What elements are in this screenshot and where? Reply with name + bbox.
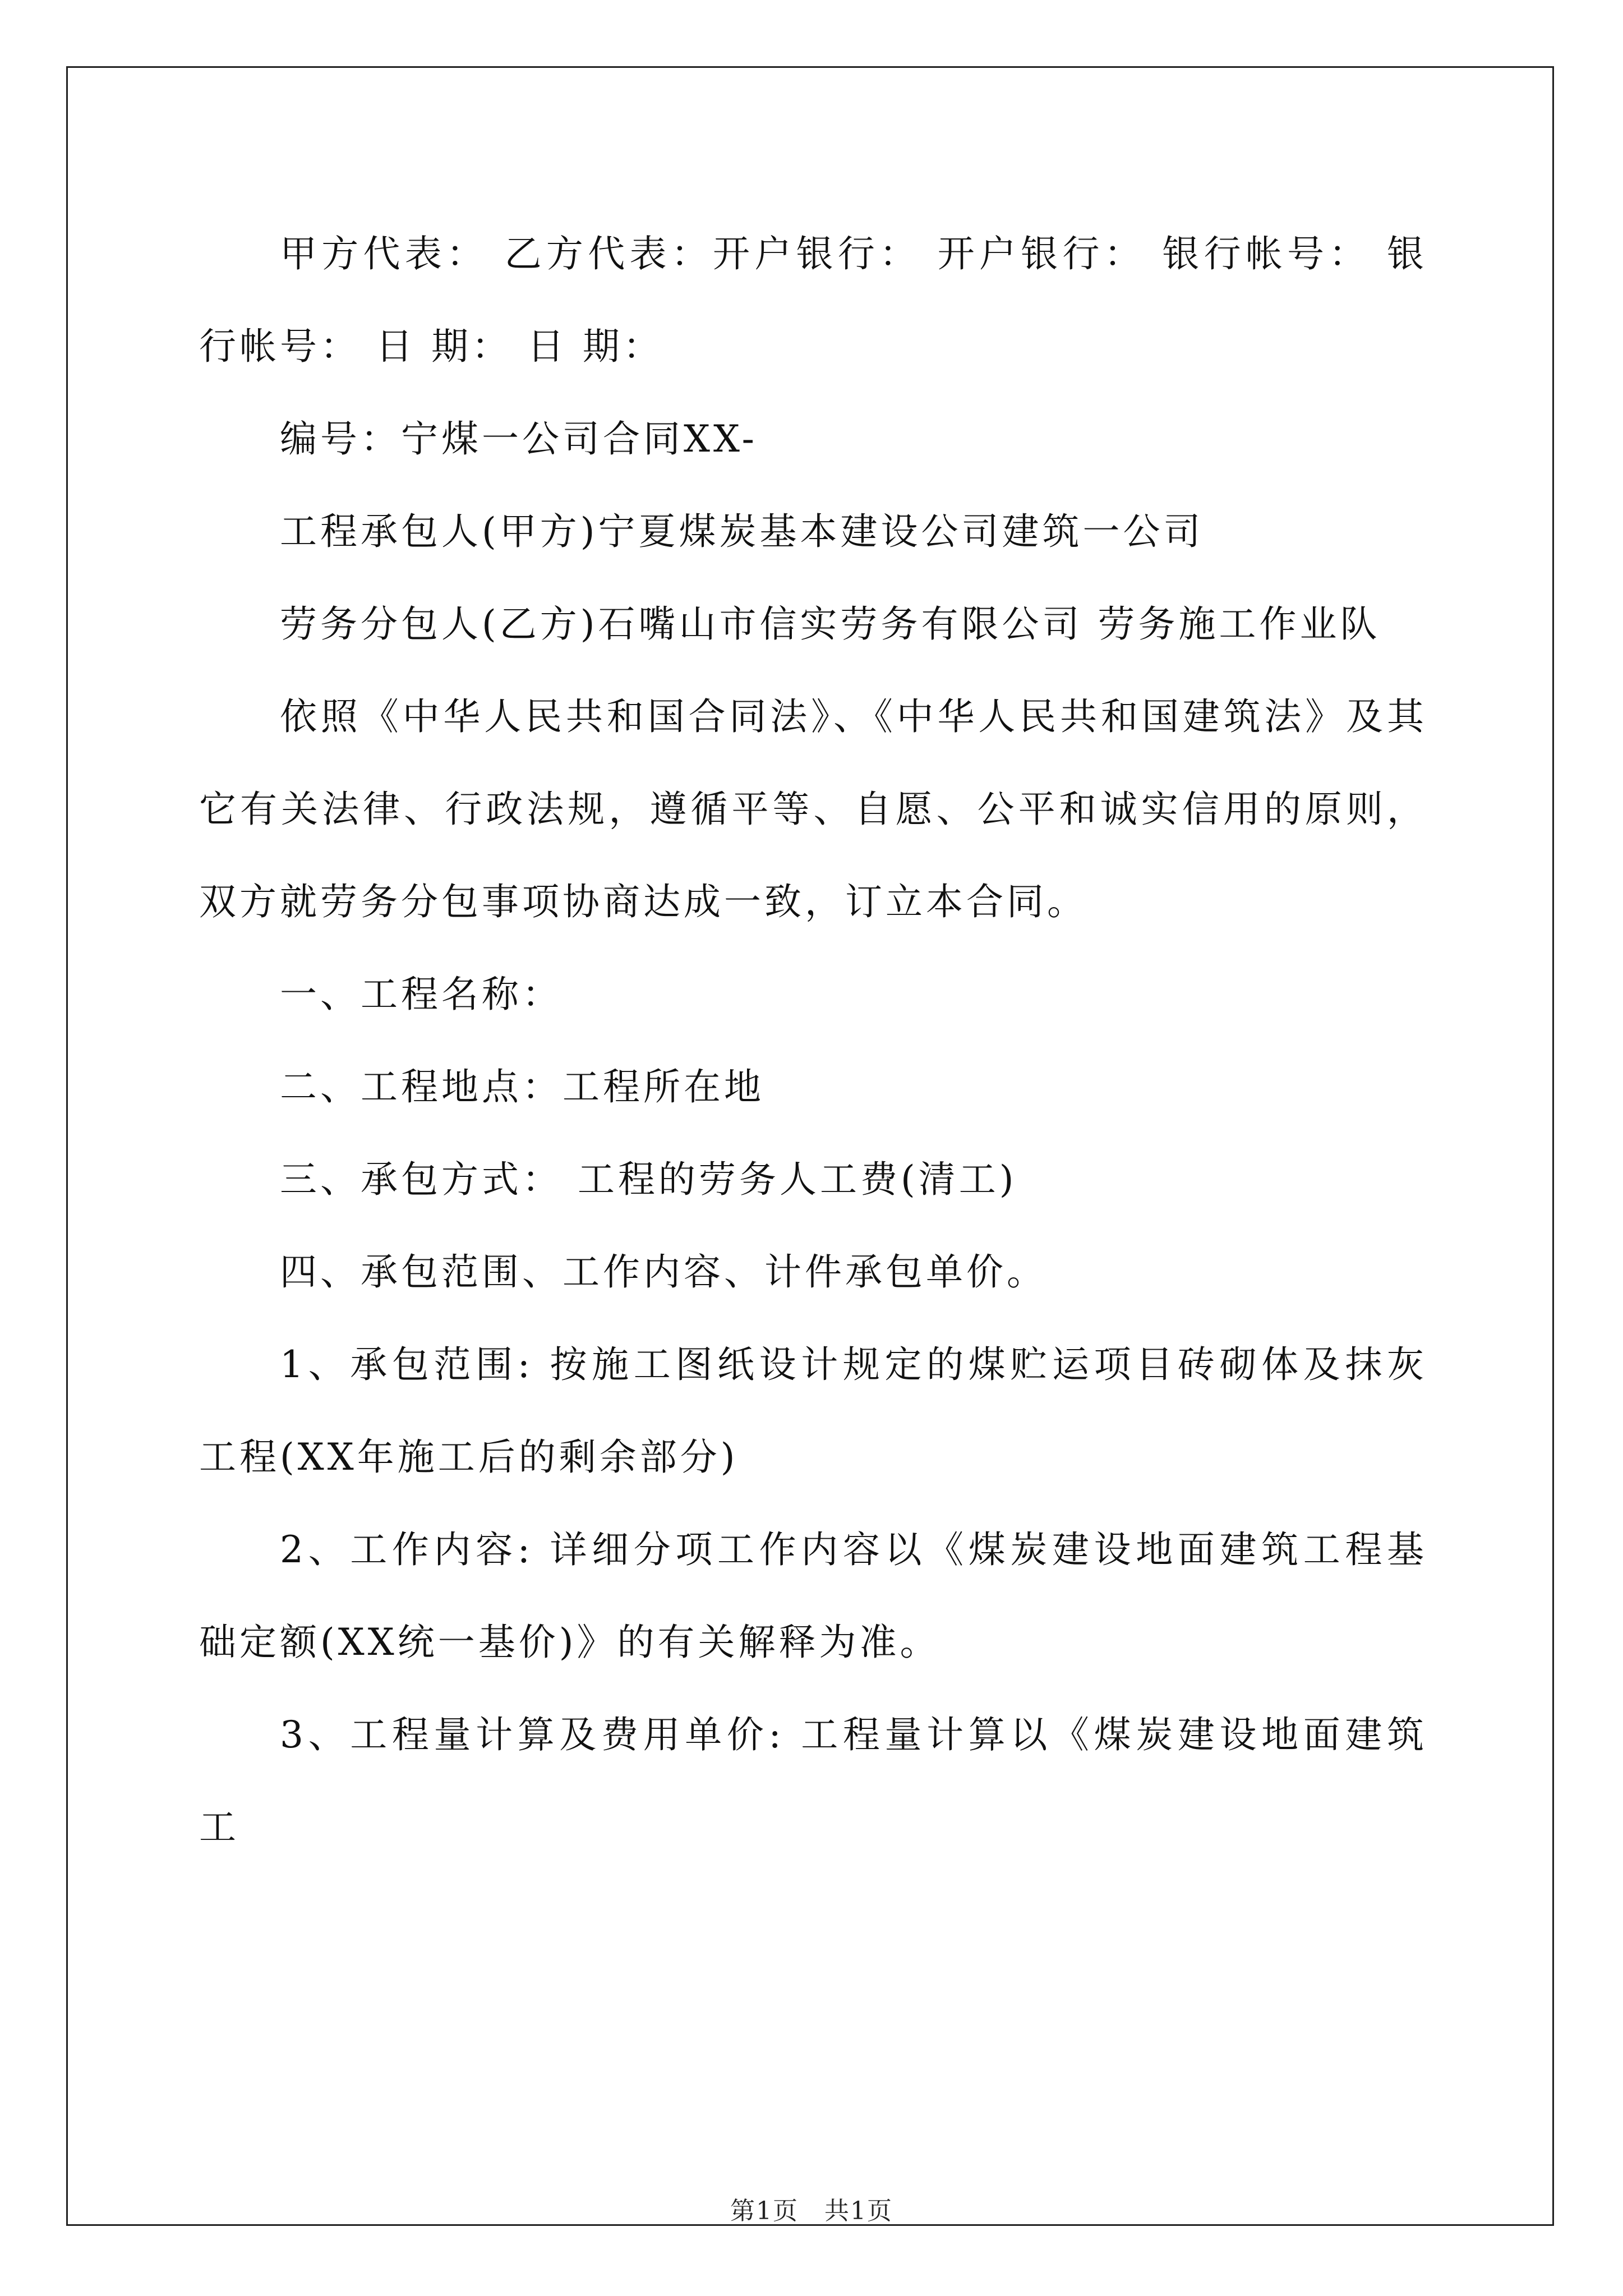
- legal-basis-paragraph: 依照《中华人民共和国合同法》、《中华人民共和国建筑法》及其它有关法律、行政法规，遵循平等、自愿、公平和诚实信用的原则，双方就劳务分包事项协商达成一致，订立本合同。: [199, 695, 1427, 923]
- section-contract-method: 三、承包方式： 工程的劳务人工费(清工): [280, 1158, 1017, 1201]
- signature-fields-paragraph: 甲方代表： 乙方代表：开户银行： 开户银行： 银行帐号： 银行帐号： 日 期： 日 期：: [199, 232, 1427, 368]
- section-scope-heading: 四、承包范围、工作内容、计件承包单价。: [280, 1250, 1047, 1294]
- document-body: [199, 208, 1427, 1874]
- party-a: 工程承包人(甲方)宁夏煤炭基本建设公司建筑一公司: [280, 510, 1204, 553]
- clause-quantity-pricing: 3、工程量计算及费用单价: 工程量计算以《煤炭建设地面建筑工: [199, 1713, 1427, 1849]
- party-b: 劳务分包人(乙方)石嘴山市信实劳务有限公司 劳务施工作业队: [280, 602, 1381, 646]
- contract-number: 编号：宁煤一公司合同XX-: [280, 417, 758, 461]
- section-project-location: 二、工程地点：工程所在地: [280, 1065, 764, 1108]
- clause-scope: 1、承包范围: 按施工图纸设计规定的煤贮运项目砖砌体及抹灰工程(XX年施工后的剩余部分): [199, 1343, 1427, 1479]
- page-number: 第1页 共1页: [730, 2197, 893, 2225]
- section-project-name: 一、工程名称：: [280, 973, 562, 1016]
- clause-work-content: 2、工作内容: 详细分项工作内容以《煤炭建设地面建筑工程基础定额(XX统一基价)》的有关解释为准。: [199, 1528, 1427, 1664]
